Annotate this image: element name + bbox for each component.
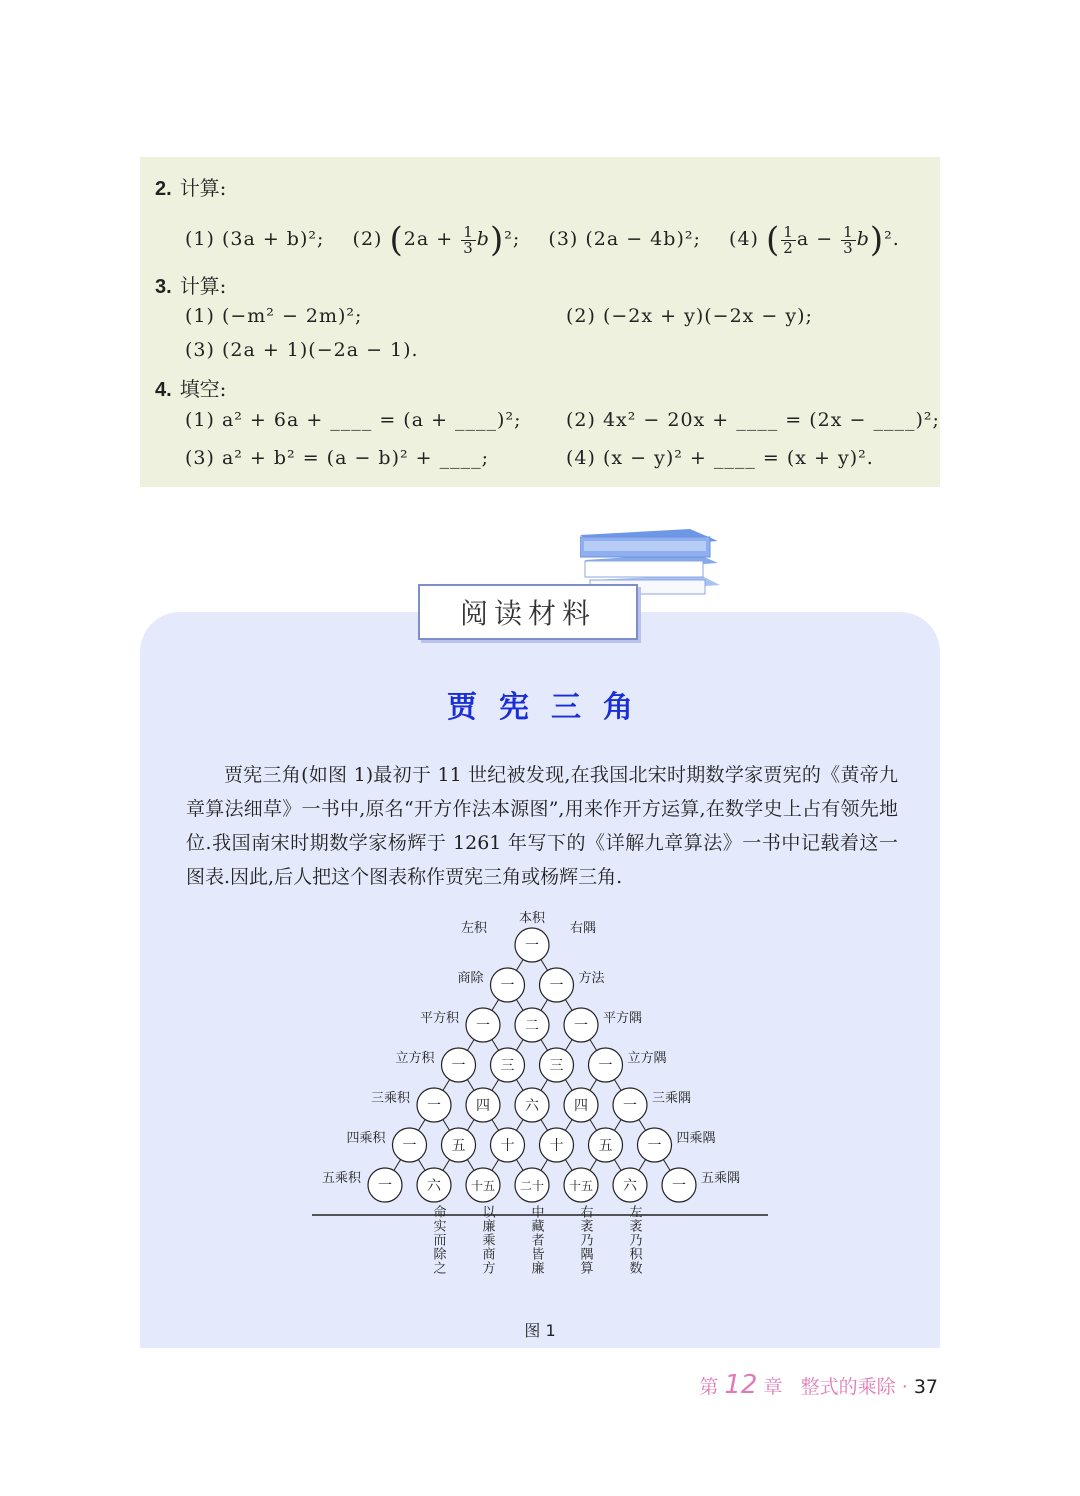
triangle-node-value: 五 — [451, 1138, 466, 1154]
triangle-node-value: 十 — [549, 1138, 564, 1154]
triangle-left-label: 左积 — [460, 921, 487, 936]
triangle-node-value: 一 — [427, 1098, 441, 1114]
triangle-node-value: 一 — [525, 938, 539, 954]
triangle-bottom-column: 左袤乃积数 — [626, 1205, 642, 1275]
q4-item-3: (3) a² + b² = (a − b)² + ____; — [185, 447, 490, 469]
triangle-left-label: 立方积 — [395, 1051, 435, 1066]
q2-item-4: (4) ( $\frac{1}{2}$ a − $\frac{1}{3}$ b)². — [729, 220, 900, 260]
reading-tab: 阅读材料 — [418, 584, 638, 640]
page-footer — [699, 1370, 938, 1400]
triangle-node-value: 一 — [647, 1138, 662, 1154]
triangle-node-value: 三 — [549, 1058, 564, 1074]
separator: · — [901, 1376, 908, 1398]
triangle-node-value: 六 — [623, 1178, 637, 1194]
triangle-node-value: 一 — [672, 1178, 686, 1194]
triangle-right-label: 三乘隅 — [652, 1091, 692, 1106]
chapter-prefix: 第 — [699, 1376, 719, 1398]
q4-item-2: (2) 4x² − 20x + ____ = (2x − ____)²; — [566, 409, 940, 431]
triangle-node-value: 十五 — [470, 1179, 496, 1193]
triangle-node-value: 十 — [500, 1138, 515, 1154]
triangle-node-value: 四 — [574, 1098, 588, 1114]
triangle-node-value: 一 — [402, 1138, 417, 1154]
triangle-node-value: 一 — [451, 1058, 466, 1074]
page-number: 37 — [913, 1376, 938, 1398]
triangle-node-value: 一 — [378, 1178, 392, 1194]
triangle-node-value: 一 — [500, 978, 515, 994]
chapter-suffix: 章 — [763, 1376, 783, 1398]
triangle-node-value: 四 — [476, 1098, 490, 1114]
triangle-node-value: 二十 — [519, 1179, 545, 1193]
triangle-top-label: 本积 — [518, 911, 546, 926]
q3-item-3: (3) (2a + 1)(−2a − 1). — [185, 339, 419, 361]
reading-body: 贾宪三角(如图 1)最初于 11 世纪被发现,在我国北宋时期数学家贾宪的《黄帝九章算法细草》一书中,原名“开方作法本源图”,用来作开方运算,在数学史上占有领先地位.我国南宋时期数学家杨辉于 1261 年写下的《详解九章算法》一书中记载着这一图表.因此,后人把这个图表称作贾宪三角或杨辉三角. — [186, 764, 898, 888]
figure-caption: 图 1 — [524, 1321, 556, 1340]
triangle-node-value: 三 — [500, 1058, 515, 1074]
triangle-node-value: 一 — [476, 1018, 490, 1034]
triangle-node-value: 十五 — [568, 1179, 594, 1193]
triangle-right-label: 立方隅 — [627, 1051, 667, 1066]
q3-item-1: (1) (−m² − 2m)²; — [185, 305, 363, 327]
triangle-right-label: 五乘隅 — [701, 1171, 741, 1186]
triangle-node-value: 六 — [525, 1098, 539, 1114]
triangle-bottom-column: 右袤乃隅算 — [577, 1205, 593, 1275]
question-2-items — [185, 220, 900, 260]
q2-item-3: (3) (2a − 4b)²; — [548, 228, 701, 250]
triangle-left-label: 三乘积 — [370, 1091, 410, 1106]
triangle-left-label: 平方积 — [419, 1011, 459, 1026]
triangle-node-value: 一 — [549, 978, 564, 994]
question-4-heading: 4. 填空: — [155, 377, 227, 401]
triangle-node-value: 一 — [623, 1098, 637, 1114]
triangle-right-label: 方法 — [578, 971, 605, 986]
q3-item-2: (2) (−2x + y)(−2x − y); — [566, 305, 813, 327]
triangle-right-label: 右隅 — [570, 921, 597, 936]
triangle-node-value: 一 — [574, 1018, 588, 1034]
chapter-number: 12 — [724, 1370, 758, 1400]
triangle-right-label: 四乘隅 — [676, 1131, 716, 1146]
triangle-node-value: 二 — [525, 1018, 539, 1034]
triangle-node-value: 五 — [598, 1138, 613, 1154]
triangle-left-label: 商除 — [457, 971, 484, 986]
triangle-bottom-column: 以廉乘商方 — [479, 1205, 495, 1275]
reading-title: 贾宪三角 — [447, 690, 655, 725]
q2-item-2: (2) (2a + $\frac{1}{3}$ b)²; — [352, 220, 521, 260]
question-3-heading: 3. 计算: — [155, 274, 227, 298]
triangle-bottom-column: 命实而除之 — [430, 1205, 446, 1275]
chapter-title: 整式的乘除 — [800, 1376, 896, 1398]
triangle-left-label: 四乘积 — [346, 1131, 386, 1146]
q2-item-1: (1) (3a + b)²; — [185, 228, 325, 250]
q4-item-1: (1) a² + 6a + ____ = (a + ____)²; — [185, 409, 522, 431]
jiaxian-triangle-figure — [300, 900, 780, 1320]
triangle-node-value: 一 — [598, 1058, 613, 1074]
triangle-node-value: 六 — [427, 1178, 441, 1194]
q4-item-4: (4) (x − y)² + ____ = (x + y)². — [566, 447, 874, 469]
triangle-right-label: 平方隅 — [603, 1011, 643, 1026]
triangle-bottom-column: 中藏者皆廉 — [528, 1205, 544, 1275]
triangle-left-label: 五乘积 — [321, 1171, 361, 1186]
question-2-heading: 2. 计算: — [155, 176, 227, 200]
